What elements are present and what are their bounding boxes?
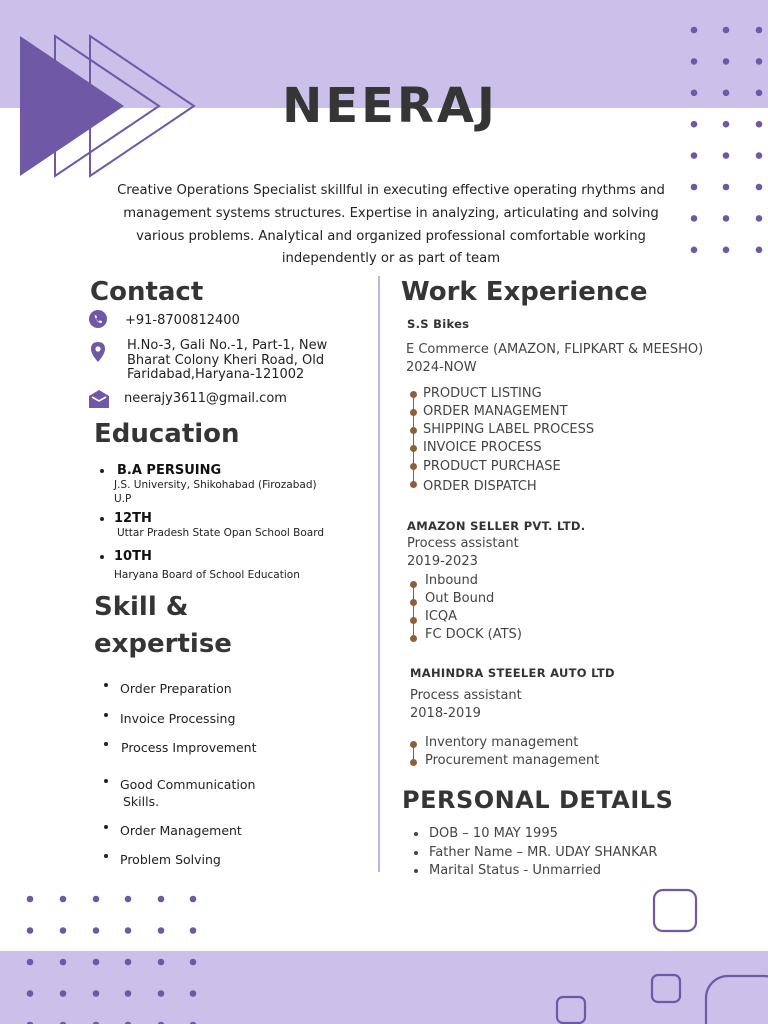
decor-dot xyxy=(60,927,67,934)
decor-dot xyxy=(756,184,763,191)
timeline-dot xyxy=(410,463,417,470)
education-detail: Haryana Board of School Education xyxy=(114,569,300,581)
education-title: B.A PERSUING xyxy=(117,463,222,478)
bullet-icon xyxy=(104,825,108,829)
phone-number: +91-8700812400 xyxy=(125,313,240,328)
contact-heading: Contact xyxy=(90,277,204,307)
decor-dot xyxy=(723,247,730,254)
bullet-icon xyxy=(100,555,104,559)
decor-dot xyxy=(723,215,730,222)
decor-dot xyxy=(691,27,698,34)
job-duty: ICQA xyxy=(425,609,458,624)
contact-address xyxy=(88,339,348,387)
timeline-dot xyxy=(410,445,417,452)
decor-dot xyxy=(60,959,67,966)
bullet-icon xyxy=(414,869,418,873)
timeline-dot xyxy=(410,581,417,588)
timeline-line xyxy=(413,583,414,638)
job-duty: PRODUCT LISTING xyxy=(423,386,542,401)
timeline-dot xyxy=(410,391,417,398)
job-duty: ORDER MANAGEMENT xyxy=(423,404,568,419)
bullet-icon xyxy=(104,713,108,717)
decor-dot xyxy=(158,927,165,934)
candidate-name: NEERAJ xyxy=(282,78,498,134)
education-heading: Education xyxy=(94,419,240,449)
job-role: Process assistant xyxy=(410,688,522,703)
decor-dot xyxy=(27,959,34,966)
decor-dot xyxy=(190,896,197,903)
job-duty: FC DOCK (ATS) xyxy=(425,627,522,642)
bullet-icon xyxy=(100,469,104,473)
bullet-icon xyxy=(104,683,108,687)
timeline-dot xyxy=(410,481,417,488)
bullet-icon xyxy=(414,851,418,855)
profile-summary: Creative Operations Specialist skillful in executing effective operating rhythms and management systems structures. Expertise in analyzing, articulating and solving various problems. Analytical and organized professional comfortable working independently or as part of team xyxy=(117,183,665,267)
decor-dot xyxy=(93,959,100,966)
job-company: MAHINDRA STEELER AUTO LTD xyxy=(410,666,615,680)
job-period: 2024-NOW xyxy=(406,360,477,375)
job-period: 2018-2019 xyxy=(410,706,481,721)
location-pin-icon xyxy=(88,341,108,363)
decor-dot xyxy=(93,896,100,903)
job-duty: Out Bound xyxy=(425,591,495,606)
decor-dot xyxy=(190,959,197,966)
job-duty: Inventory management xyxy=(425,735,579,750)
skills-heading-line-2: expertise xyxy=(94,629,232,659)
timeline-dot xyxy=(410,741,417,748)
job-period: 2019-2023 xyxy=(407,554,478,569)
decor-dot xyxy=(190,927,197,934)
job-duty: PRODUCT PURCHASE xyxy=(423,459,561,474)
dot-grid-top-right xyxy=(691,27,763,253)
decor-dot xyxy=(158,959,165,966)
bullet-icon xyxy=(100,517,104,521)
job-role: E Commerce (AMAZON, FLIPKART & MEESHO) xyxy=(406,342,704,357)
decor-dot xyxy=(125,927,132,934)
job-duty: Procurement management xyxy=(425,753,600,768)
bullet-icon xyxy=(104,854,108,858)
timeline-dot xyxy=(410,635,417,642)
decor-dot xyxy=(723,152,730,159)
decor-dot xyxy=(756,27,763,34)
address-line-1: H.No-3, Gali No.-1, Part-1, New xyxy=(127,338,328,353)
personal-heading: PERSONAL DETAILS xyxy=(402,786,674,814)
timeline-line xyxy=(413,393,414,484)
decor-dot xyxy=(125,959,132,966)
job-duty: ORDER DISPATCH xyxy=(423,479,537,494)
bullet-icon xyxy=(414,832,418,836)
decor-dot xyxy=(125,896,132,903)
job-duty: INVOICE PROCESS xyxy=(423,440,542,455)
phone-icon xyxy=(88,310,108,330)
job-role: Process assistant xyxy=(407,536,519,551)
decor-dot xyxy=(125,990,132,997)
decor-dot xyxy=(691,215,698,222)
work-heading: Work Experience xyxy=(401,277,648,307)
decor-dot xyxy=(158,896,165,903)
bullet-icon xyxy=(104,742,108,746)
email-address[interactable]: neerajy3611@gmail.com xyxy=(124,391,287,406)
timeline-dot xyxy=(410,427,417,434)
decor-dot xyxy=(691,247,698,254)
timeline-dot xyxy=(410,599,417,606)
decor-dot xyxy=(158,990,165,997)
job-company: AMAZON SELLER PVT. LTD. xyxy=(407,519,586,533)
timeline-dot xyxy=(410,409,417,416)
decor-dot xyxy=(27,927,34,934)
decor-dot xyxy=(60,990,67,997)
decor-dot xyxy=(691,184,698,191)
decor-dot xyxy=(756,247,763,254)
education-detail-2: U.P xyxy=(114,493,132,505)
decor-dot xyxy=(723,184,730,191)
decor-dot xyxy=(691,58,698,65)
decor-dot xyxy=(27,896,34,903)
decor-dot xyxy=(93,927,100,934)
education-detail: Uttar Pradesh State Opan School Board xyxy=(117,527,325,539)
job-duty: SHIPPING LABEL PROCESS xyxy=(423,422,595,437)
rounded-squares xyxy=(557,890,768,1024)
education-detail: J.S. University, Shikohabad (Firozabad) xyxy=(114,479,317,491)
decor-dot xyxy=(756,152,763,159)
decor-dot xyxy=(190,990,197,997)
decor-dot xyxy=(723,27,730,34)
dot-grid-bottom-left xyxy=(27,896,197,1024)
contact-phone xyxy=(88,310,348,330)
contact-email xyxy=(88,389,358,411)
job-duty: Inbound xyxy=(425,573,479,588)
email-icon xyxy=(88,389,110,409)
bullet-icon xyxy=(104,779,108,783)
skills-heading-line-1: Skill & xyxy=(94,592,189,622)
column-divider xyxy=(378,276,380,872)
decor-dot xyxy=(756,215,763,222)
decor-dot xyxy=(756,58,763,65)
education-title: 10TH xyxy=(114,549,152,564)
job-company: S.S Bikes xyxy=(407,317,470,331)
education-title: 12TH xyxy=(114,511,152,526)
decor-dot xyxy=(723,58,730,65)
timeline-dot xyxy=(410,759,417,766)
decor-dot xyxy=(93,990,100,997)
decor-dot xyxy=(691,152,698,159)
address-line-2: Bharat Colony Kheri Road, Old xyxy=(127,352,325,368)
decor-dot xyxy=(27,990,34,997)
decor-dot xyxy=(60,896,67,903)
timeline-dot xyxy=(410,617,417,624)
address-line-3: Faridabad,Haryana-121002 xyxy=(127,367,305,382)
